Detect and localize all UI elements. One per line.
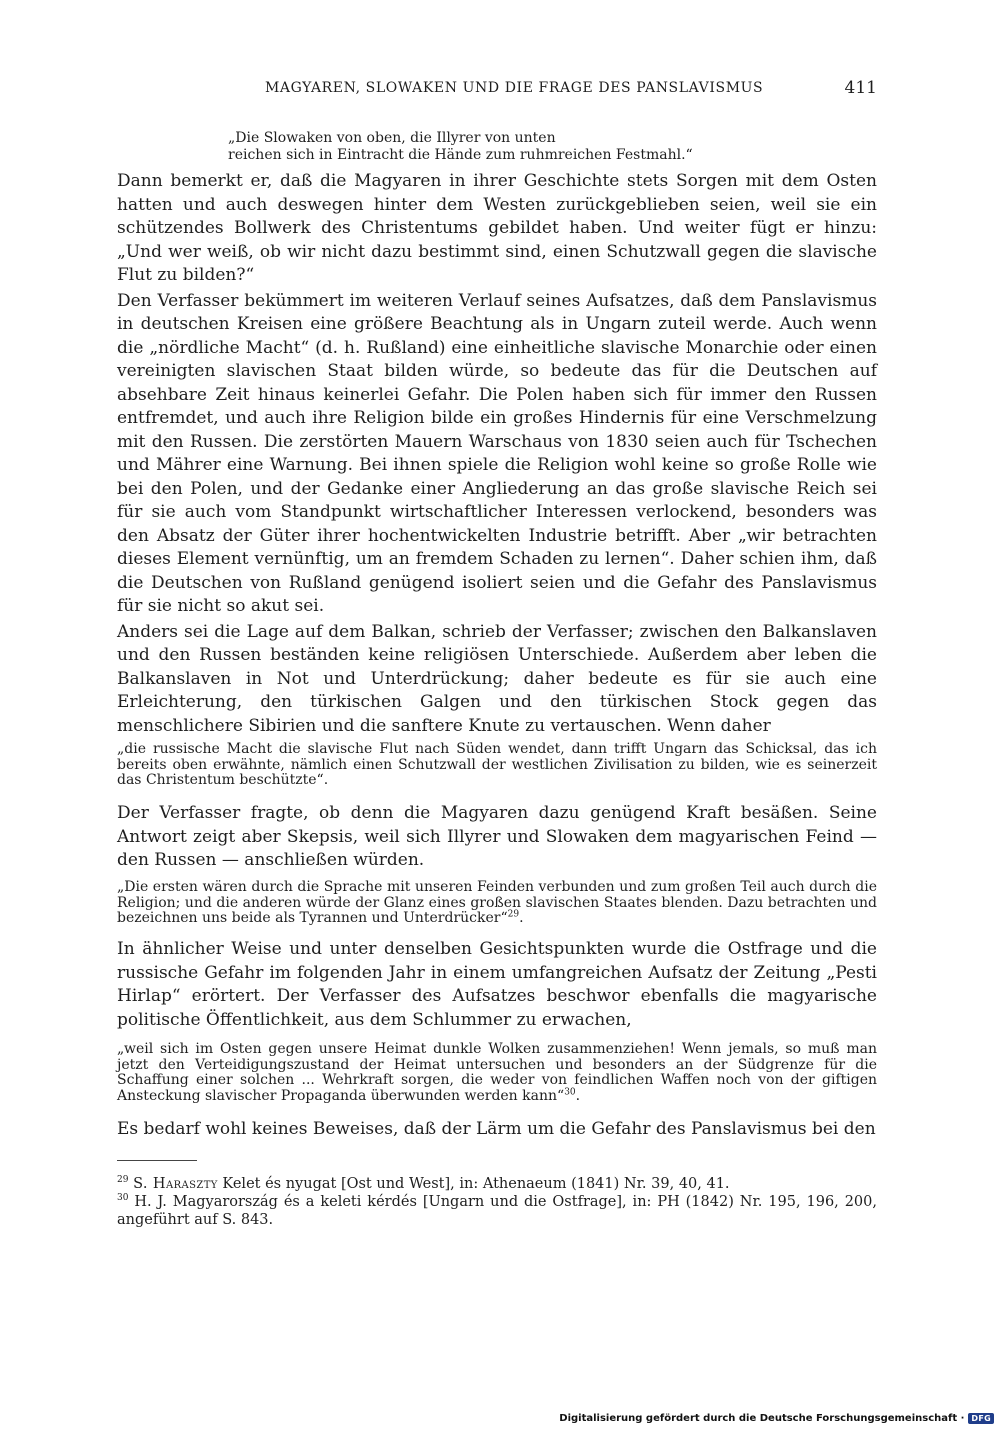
running-header — [265, 80, 877, 102]
paragraph: Den Verfasser bekümmert im weiteren Verlauf seines Aufsatzes, daß dem Panslavismus in deutschen Kreisen eine größere Beachtung als in Ungarn zuteil werde. Auch wenn die „nördliche Macht“ (d. h. Rußland) eine einheitliche slavische Monarchie oder einen vereinigten slavischen Staat bilden würde, so bedeute das für die Deutschen auf absehbare Zeit hinaus keinerlei Gefahr. Die Polen haben sich für immer den Russen entfremdet, und auch ihre Religion bilde ein großes Hindernis für eine Verschmelzung mit den Russen. Die zerstörten Mauern Warschaus von 1830 seien auch für Tschechen und Mährer eine Warnung. Bei ihnen spiele die Religion wohl keine so große Rolle wie bei den Polen, und der Gedanke einer Angliederung an das große slavische Reich sei für sie auch vom Standpunkt wirtschaftlicher Interessen verlockend, besonders was den Absatz der Güter ihrer hochentwickelten Industrie betrifft. Aber „wir betrachten dieses Element vernünftig, um an fremdem Schaden zu lernen“. Daher schien ihm, daß die Deutschen von Rußland genügend isoliert seien und die Gefahr des Panslavismus für sie nicht so akut sei. — [117, 290, 877, 616]
paragraph: Es bedarf wohl keines Beweises, daß der Lärm um die Gefahr des Panslavismus bei den — [117, 1119, 876, 1139]
footnote-author: S. Haraszty — [133, 1176, 218, 1192]
block-quote-2 — [117, 880, 877, 927]
block-quote-1 — [117, 742, 877, 789]
block-quote: „die russische Macht die slavische Flut nach Süden wendet, dann trifft Ungarn das Schicksal, das ich bereits oben erwähnte, nämlich einen Schutzwall der westlichen Zivilisation zu bilden, wie es seinerzeit das Christentum beschützte“. — [117, 741, 877, 788]
verse-line: reichen sich in Eintracht die Hände zum ruhmreichen Festmahl.“ — [228, 147, 693, 163]
paragraph: In ähnlicher Weise und unter denselben Gesichtspunkten wurde die Ostfrage und die russische Gefahr im folgenden Jahr in einem umfangreichen Aufsatz der Zeitung „Pesti Hirlap“ erörtert. Der Verfasser des Aufsatzes beschwor ebenfalls die magyarische politische Öffentlichkeit, aus dem Schlummer zu erwachen, — [117, 939, 877, 1030]
paragraph: Anders sei die Lage auf dem Balkan, schrieb der Verfasser; zwischen den Balkanslaven und den Russen beständen keine religiösen Unterschiede. Außerdem aber leben die Balkanslaven in Not und Unterdrückung; daher bedeute es für sie auch eine Erleichterung, den türkischen Galgen und den türkischen Stock gegen das menschlichere Sibirien und die sanftere Knute zu vertauschen. Wenn daher — [117, 621, 877, 736]
footnote — [117, 1193, 877, 1229]
credit-text: Digitalisierung gefördert durch die Deutsche Forschungsgemeinschaft · — [559, 1413, 965, 1424]
footnote — [117, 1175, 877, 1193]
running-title: MAGYAREN, SLOWAKEN UND DIE FRAGE DES PANSLAVISMUS — [265, 80, 764, 96]
footnote-ref: 30 — [564, 1086, 576, 1097]
block-quote: „Die ersten wären durch die Sprache mit unseren Feinden verbunden und zum großen Teil auch durch die Religion; und die anderen würde der Glanz eines großen slavischen Staates blenden. Dazu betrachten und bezeichnen uns beide als Tyrannen und Unterdrücker“$^{29}$. — [117, 879, 877, 926]
footnote-number: 30 — [117, 1193, 129, 1204]
verse-line: „Die Slowaken von oben, die Illyrer von unten — [228, 130, 556, 146]
footnote-number: 29 — [117, 1175, 129, 1186]
footnote-rule — [117, 1160, 197, 1161]
quote-text: „Die ersten wären durch die Sprache mit unseren Feinden verbunden und zum großen Teil auch durch die Religion; und die anderen würde der Glanz eines großen slavischen Staates blenden. Dazu betrachten und bezeichnen uns beide als Tyrannen und Unterdrücker“ — [117, 879, 877, 926]
paragraph: Dann bemerkt er, daß die Magyaren in ihrer Geschichte stets Sorgen mit dem Osten hatten und auch deswegen hinter dem Westen zurückgeblieben seien, weil sie ein schützendes Bollwerk des Christentums gebildet haben. Und weiter fügt er hinzu: „Und wer weiß, ob wir nicht dazu bestimmt sind, einen Schutzwall gegen die slavische Flut zu bilden?“ — [117, 171, 877, 285]
footnote-text: H. J. Magyarország és a keleti kérdés [Ungarn und die Ostfrage], in: PH (1842) Nr. 195, 196, 200, angeführt auf S. 843. — [117, 1194, 877, 1228]
footnotes — [117, 1175, 877, 1229]
block-quote: „weil sich im Osten gegen unsere Heimat dunkle Wolken zusammenziehen! Wenn jemals, so muß man jetzt den Verteidigungszustand der Heimat untersuchen und besonders an der Südgrenze für die Schaffung einer solchen ... Wehrkraft sorgen, die weder von feindlichen Waffen noch von der giftigen Ansteckung slavischer Propaganda überwunden werden kann“$^{30}$. — [117, 1041, 877, 1104]
paragraph: Der Verfasser fragte, ob denn die Magyaren dazu genügend Kraft besäßen. Seine Antwort zeigt aber Skepsis, weil sich Illyrer und Slowaken dem magyarischen Feind — den Russen — anschließen würden. — [117, 803, 877, 870]
dfg-logo-icon: DFG — [968, 1413, 994, 1424]
quote-text: „weil sich im Osten gegen unsere Heimat dunkle Wolken zusammenziehen! Wenn jemals, so muß man jetzt den Verteidigungszustand der Heimat untersuchen und besonders an der Südgrenze für die Schaffung einer solchen ... Wehrkraft sorgen, die weder von feindlichen Waffen noch von der giftigen Ansteckung slavischer Propaganda überwunden werden kann“ — [117, 1041, 877, 1104]
body-block-2 — [117, 802, 877, 873]
body-block-4 — [117, 1118, 877, 1142]
body-block-1 — [117, 170, 877, 738]
digitization-credit — [559, 1413, 994, 1424]
page-number: 411 — [844, 78, 877, 98]
body-block-3 — [117, 938, 877, 1032]
block-quote-3 — [117, 1042, 877, 1104]
verse-quote — [228, 130, 693, 164]
footnote-ref: 29 — [507, 909, 520, 920]
footnote-text: Kelet és nyugat [Ost und West], in: Athenaeum (1841) Nr. 39, 40, 41. — [217, 1176, 730, 1192]
